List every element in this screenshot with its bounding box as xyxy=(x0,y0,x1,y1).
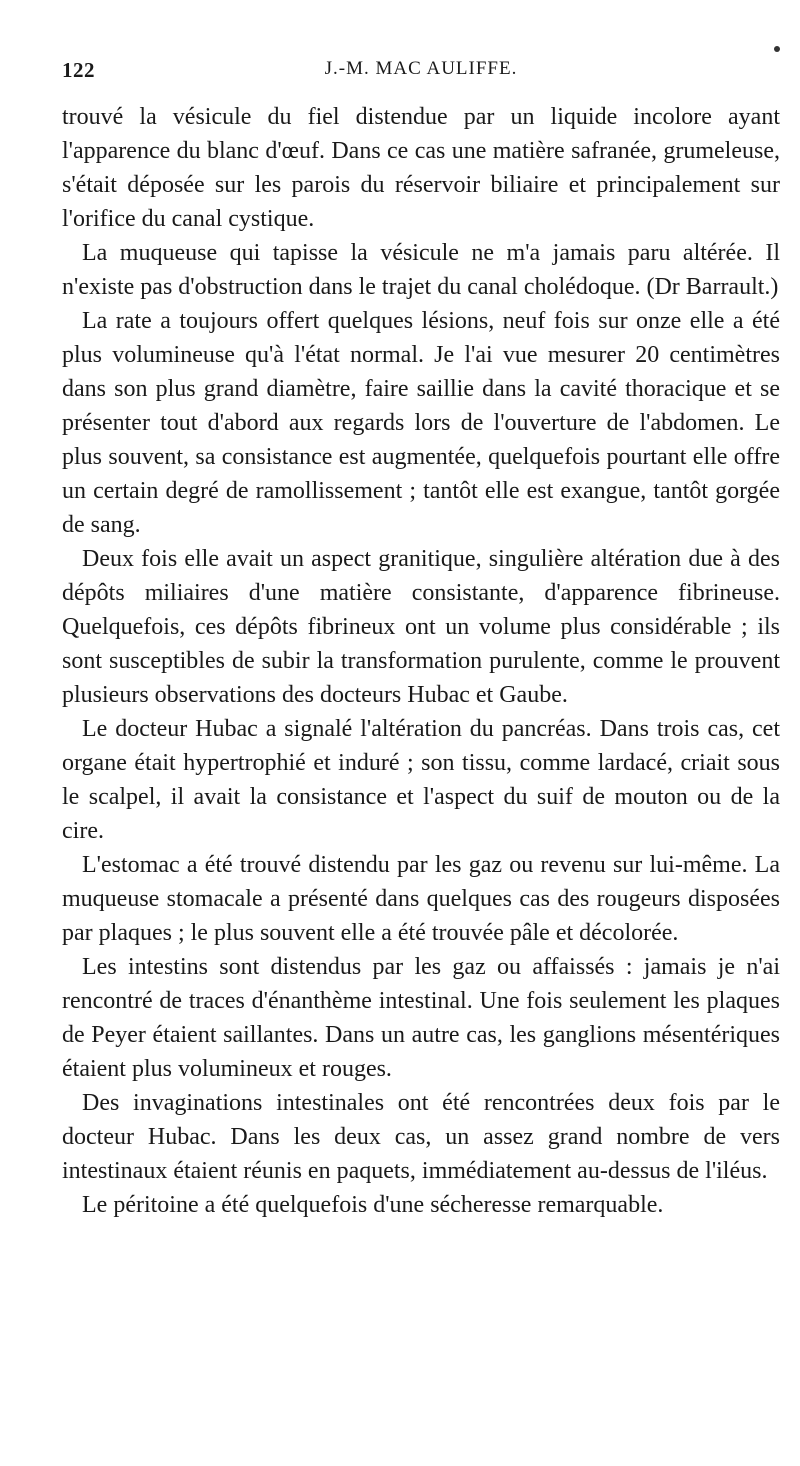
paragraph-granitic: Deux fois elle avait un aspect granitique, singulière altération due à des dépôts miliaires d'une matière consistante, d'apparence fibrineuse. Quelquefois, ces dépôts fibrineux ont un volume plus considérable ; ils sont susceptibles de subir la transformation purulente, comme le prouvent plusieurs observations des docteurs Hubac et Gaube. xyxy=(62,546,780,708)
paragraph-spleen: La rate a toujours offert quelques lésions, neuf fois sur onze elle a été plus volumineuse qu'à l'état normal. Je l'ai vue mesurer 20 centimètres dans son plus grand diamètre, faire saillie dans la cavité thoracique et se présenter tout d'abord aux regards lors de l'ouverture de l'abdomen. Le plus souvent, sa consistance est augmentée, quelquefois pourtant elle offre un certain degré de ramollissement ; tantôt elle est exangue, tantôt gorgée de sang. xyxy=(62,308,780,538)
ink-speck xyxy=(774,46,780,52)
paragraph-peritoneum: Le péritoine a été quelquefois d'une sécheresse remarquable. xyxy=(82,1192,664,1218)
paragraph-gallbladder: trouvé la vésicule du fiel distendue par un liquide incolore ayant l'apparence du blanc d'œuf. Dans ce cas une matière safranée, grumeleuse, s'était déposée sur les parois du réservoir biliaire et principalement sur l'orifice du canal cystique. xyxy=(62,104,780,232)
paragraph-pancreas: Le docteur Hubac a signalé l'altération du pancréas. Dans trois cas, cet organe était hypertrophié et induré ; son tissu, comme lardacé, criait sous le scalpel, il avait la consistance et l'aspect du suif de mouton ou de la cire. xyxy=(62,716,780,844)
paragraph-mucosa: La muqueuse qui tapisse la vésicule ne m'a jamais paru altérée. Il n'existe pas d'obstruction dans le trajet du canal cholédoque. (Dr Barrault.) xyxy=(62,240,780,300)
paragraph-invaginations: Des invaginations intestinales ont été rencontrées deux fois par le docteur Hubac. Dans les deux cas, un assez grand nombre de vers intestinaux étaient réunis en paquets, immédiatement au-dessus de l'iléus. xyxy=(62,1090,780,1184)
paragraph-intestines: Les intestins sont distendus par les gaz ou affaissés : jamais je n'ai rencontré de traces d'énanthème intestinal. Une fois seulement les plaques de Peyer étaient saillantes. Dans un autre cas, les ganglions mésentériques étaient plus volumineux et rouges. xyxy=(62,954,780,1082)
body-text xyxy=(62,100,780,1222)
book-page xyxy=(62,58,780,1222)
running-head-author: J.-M. MAC AULIFFE. xyxy=(324,58,518,79)
paragraph-stomach: L'estomac a été trouvé distendu par les gaz ou revenu sur lui-même. La muqueuse stomacale a présenté dans quelques cas des rougeurs disposées par plaques ; le plus souvent elle a été trouvée pâle et décolorée. xyxy=(62,852,780,946)
page-number: 122 xyxy=(62,58,95,82)
running-head xyxy=(62,58,780,94)
